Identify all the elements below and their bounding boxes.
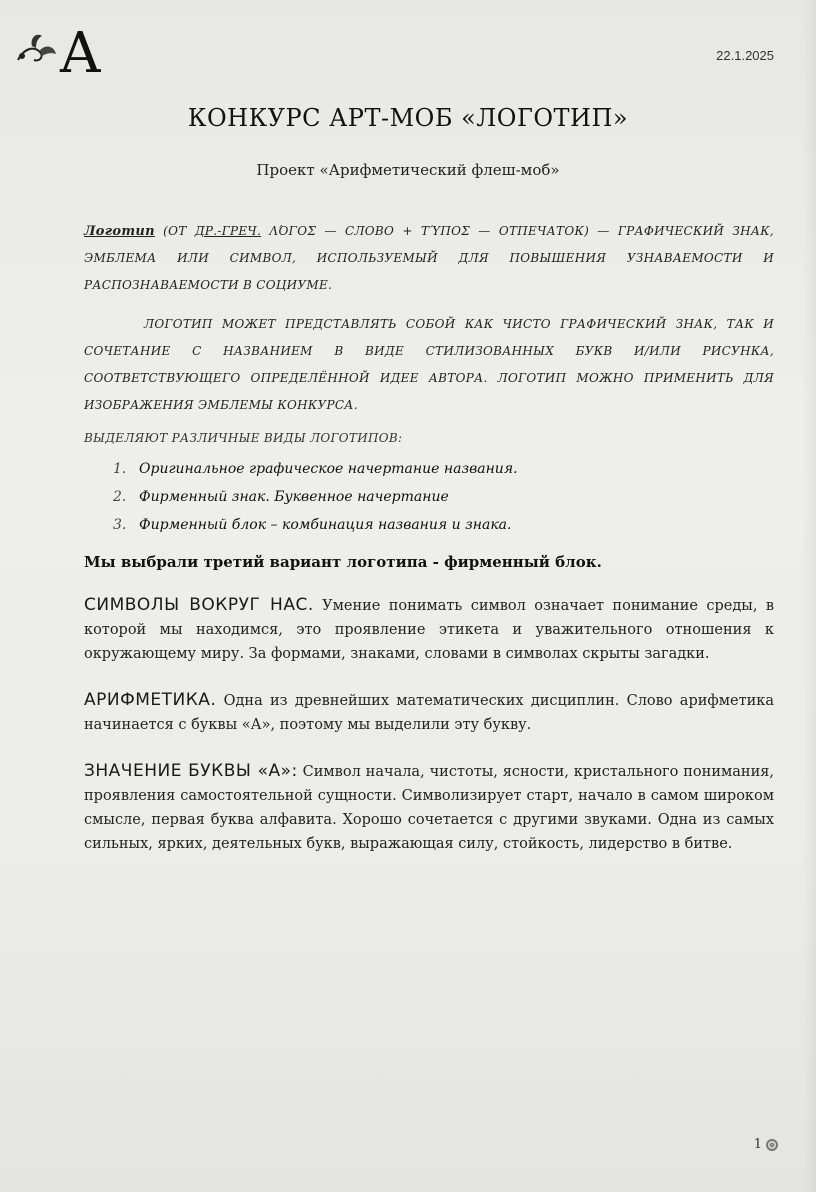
chosen-variant: Мы выбрали третий вариант логотипа - фирменный блок. — [84, 553, 602, 571]
logo-types-intro: ВЫДЕЛЯЮТ РАЗЛИЧНЫЕ ВИДЫ ЛОГОТИПОВ: — [84, 431, 403, 445]
page-number-text: 1 — [753, 1137, 762, 1152]
etymology-open: (ОТ — [154, 224, 195, 238]
list-item-text: Оригинальное графическое начертание названия. — [139, 461, 518, 477]
list-item-number: 3. — [113, 517, 127, 533]
list-item — [113, 483, 774, 511]
list-item-text: Фирменный блок – комбинация названия и знака. — [139, 517, 512, 533]
document-body — [84, 218, 774, 856]
section-text: Одна из древнейших математических дисциплин. Слово арифметика начинается с буквы «А», поэтому мы выделили эту букву. — [84, 693, 774, 733]
section-text: Умение понимать символ означает понимание среды, в которой мы находимся, это проявление этикета и уважительного отношения к окружающему миру. За формами, знаками, словами в символах скрыты загадки. — [84, 598, 774, 662]
document-date: 22.1.2025 — [716, 48, 774, 63]
page-number — [754, 1137, 778, 1152]
definition-term: Логотип — [84, 224, 155, 239]
etymology-language: ДР.-ГРЕЧ. — [194, 224, 262, 238]
logo-letter: A — [60, 21, 101, 86]
section-text: Символ начала, чистоты, ясности, кристального понимания, проявления самостоятельной сущности. Символизирует старт, начало в самом широком смысле, первая буква алфавита. Хорошо сочетается с другими звуками. Одна из самых сильных, ярких, деятельных букв, выражающая силу, стойкость, лидерство в битве. — [84, 764, 775, 852]
logo-types-list — [84, 455, 774, 539]
list-item-number: 2. — [113, 489, 127, 505]
definition-paragraph-2: ЛОГОТИП МОЖЕТ ПРЕДСТАВЛЯТЬ СОБОЙ КАК ЧИСТО ГРАФИЧЕСКИЙ ЗНАК, ТАК И СОЧЕТАНИЕ С НАЗВАНИЕМ В ВИДЕ СТИЛИЗОВАННЫХ БУКВ И/ИЛИ РИСУНКА, СООТВЕТСТВУЮЩЕГО ОПРЕДЕЛЁННОЙ ИДЕЕ АВТОРА. ЛОГОТИП МОЖНО ПРИМЕНИТЬ ДЛЯ ИЗОБРАЖЕНИЯ ЭМБЛЕМЫ КОНКУРСА. — [84, 317, 774, 412]
section-heading: АРИФМЕТИКА. — [84, 690, 217, 710]
section-heading: СИМВОЛЫ ВОКРУГ НАС. — [84, 595, 314, 615]
definition-paragraph — [84, 218, 774, 299]
list-item-number: 1. — [113, 461, 127, 477]
logo — [10, 18, 120, 96]
section-letter-a — [84, 759, 774, 856]
section-symbols — [84, 593, 774, 666]
section-heading: ЗНАЧЕНИЕ БУКВЫ «А»: — [84, 761, 298, 781]
page-number-ornament-icon — [766, 1139, 778, 1151]
section-arithmetic — [84, 688, 774, 737]
page-title: КОНКУРС АРТ-МОБ «ЛОГОТИП» — [187, 104, 629, 132]
page-subtitle: Проект «Арифметический флеш-моб» — [256, 161, 560, 179]
etymology-text: ΛΌΓΟΣ — СЛОВО + ΤΎΠΟΣ — ОТПЕЧАТОК) — ГРАФИЧЕСКИЙ ЗНАК, ЭМБЛЕМА ИЛИ СИМВОЛ, ИСПОЛЬЗУЕМЫЙ ДЛЯ ПОВЫШЕНИЯ УЗНАВАЕМОСТИ И РАСПОЗНАВАЕМОСТИ В СОЦИУМЕ. — [84, 224, 774, 292]
list-item — [113, 455, 774, 483]
list-item-text: Фирменный знак. Буквенное начертание — [139, 489, 449, 505]
list-item — [113, 511, 774, 539]
